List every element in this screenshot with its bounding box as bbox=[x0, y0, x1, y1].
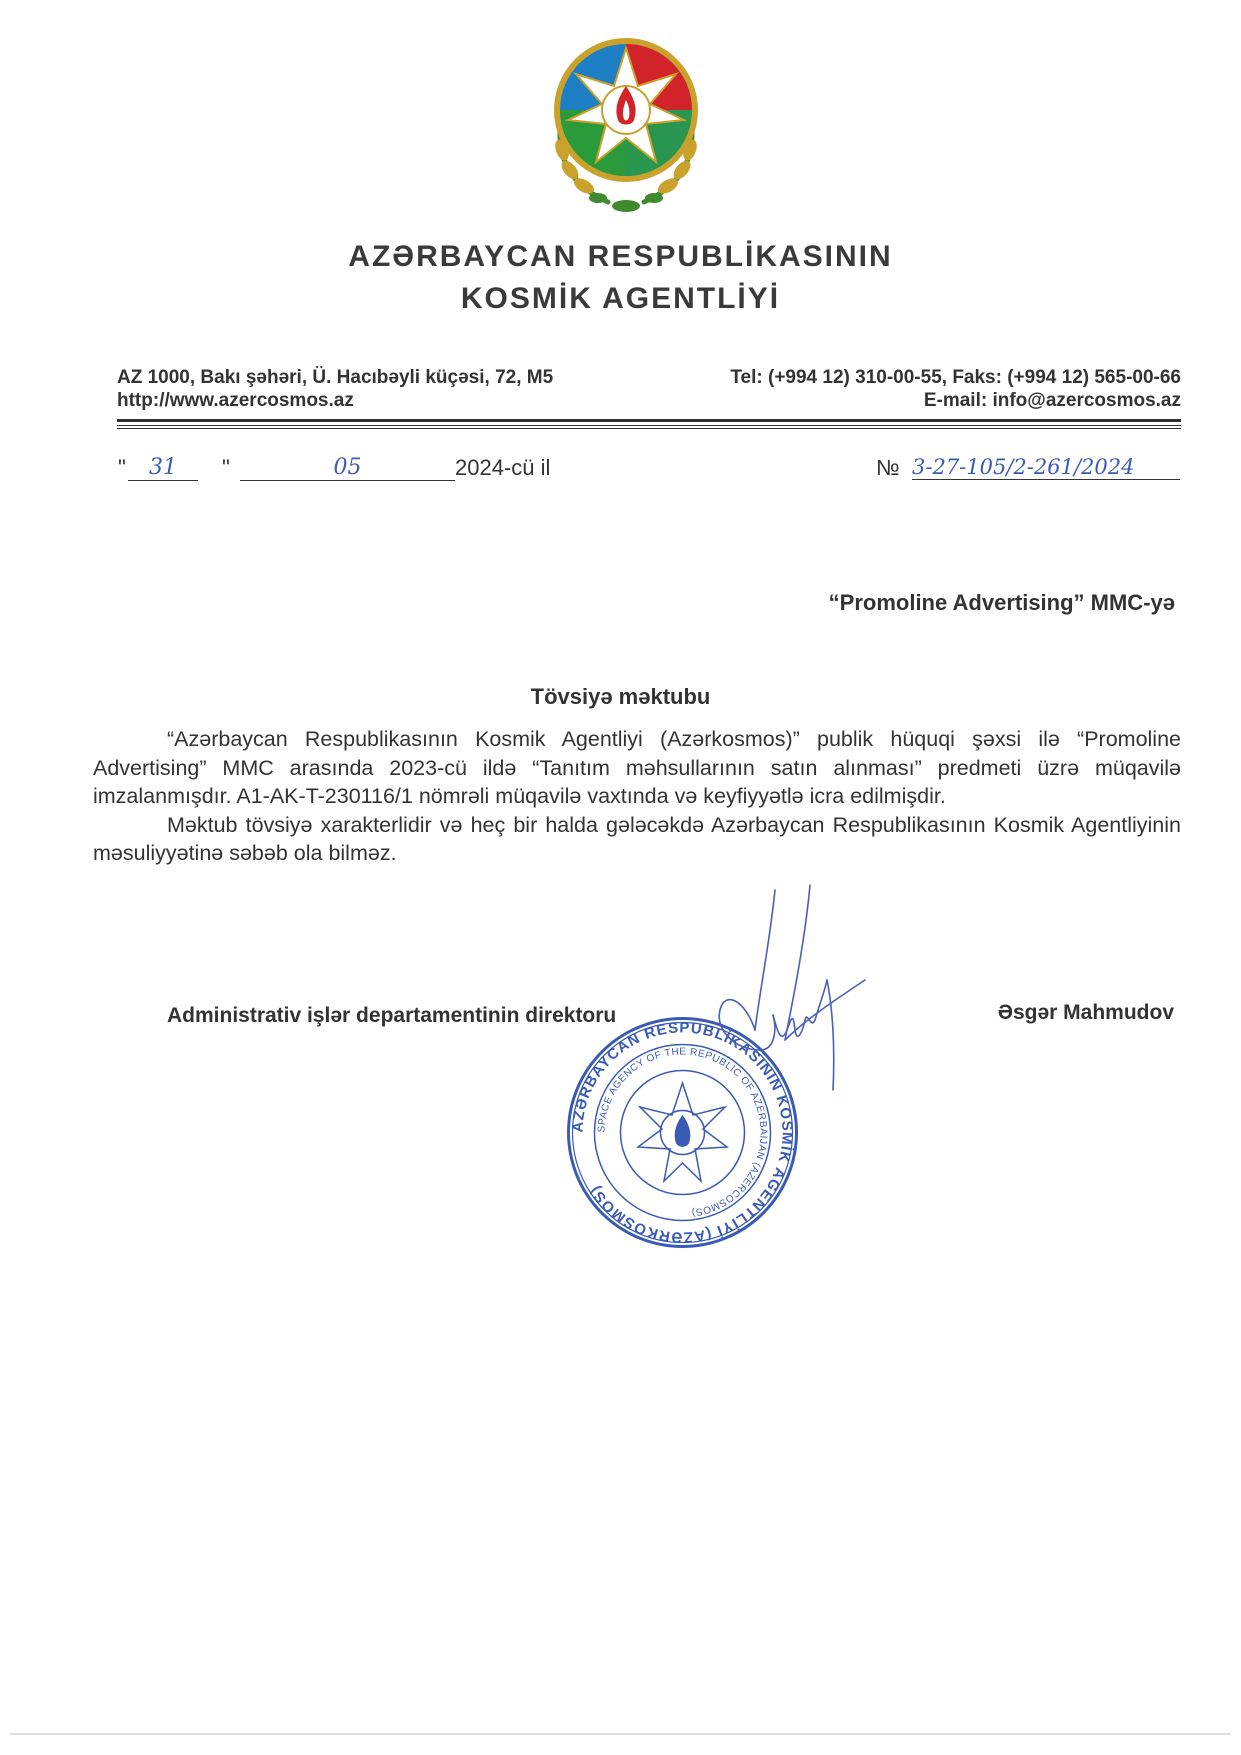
recipient: “Promoline Advertising” MMC-yə bbox=[828, 590, 1175, 615]
date-year: 2024-cü il bbox=[455, 455, 551, 480]
header-divider-thin bbox=[117, 425, 1181, 426]
date-day: 31 bbox=[128, 455, 198, 481]
signatory-title: Administrativ işlər departamentinin direktoru bbox=[167, 1004, 617, 1027]
date-month: 05 bbox=[240, 455, 455, 481]
state-emblem-icon bbox=[538, 20, 714, 220]
letter-body bbox=[93, 725, 1181, 868]
registration-number: 3-27-105/2-261/2024 bbox=[912, 455, 1180, 480]
website-link[interactable]: http://www.azercosmos.az bbox=[117, 390, 354, 411]
body-paragraph: Məktub tövsiyə xarakterlidir və heç bir halda gələcəkdə Azərbaycan Respublikasının Kosmik Agentliyinin məsuliyyətinə səbəb ola bilməz. bbox=[93, 812, 1181, 865]
header-divider-thin bbox=[117, 428, 1181, 429]
phone-fax: Tel: (+994 12) 310-00-55, Faks: (+994 12) 565-00-66 bbox=[730, 367, 1181, 388]
date-quote-close: " bbox=[222, 455, 230, 480]
organization-name-line1: AZƏRBAYCAN RESPUBLİKASININ bbox=[348, 240, 893, 273]
number-label: № bbox=[876, 455, 900, 480]
body-paragraph: “Azərbaycan Respublikasının Kosmik Agentliyi (Azərkosmos)” publik hüquqi şəxsi ilə “Promoline Advertising” MMC arasında 2023-cü ildə “Tanıtım məhsullarının satın alınması” predmeti üzrə müqavilə imzalanmışdır. A1-AK-T-230116/1 nömrəli müqavilə vaxtında və keyfiyyətlə icra edilmişdir. bbox=[93, 727, 1181, 808]
handwritten-signature bbox=[715, 880, 895, 1100]
stamp-outer-text: AZƏRBAYCAN RESPUBLİKASININ KOSMİK AGENTLİYİ (AZƏRKOSMOS) bbox=[569, 1019, 796, 1246]
organization-name-line2: KOSMİK AGENTLİYİ bbox=[460, 282, 781, 315]
address: AZ 1000, Bakı şəhəri, Ü. Hacıbəyli küçəsi, 72, M5 bbox=[117, 367, 554, 388]
signatory-name: Əsgər Mahmudov bbox=[997, 1001, 1174, 1024]
email-address[interactable]: E-mail: info@azercosmos.az bbox=[923, 390, 1181, 411]
letter-subject: Tövsiyə məktubu bbox=[530, 684, 711, 709]
header-divider bbox=[117, 419, 1181, 422]
stamp-inner-text: SPACE AGENCY OF THE REPUBLIC OF AZERBAIJAN (AZERCOSMOS) bbox=[596, 1046, 769, 1218]
date-quote-open: " bbox=[118, 455, 126, 480]
scan-bottom-edge bbox=[10, 1733, 1231, 1735]
